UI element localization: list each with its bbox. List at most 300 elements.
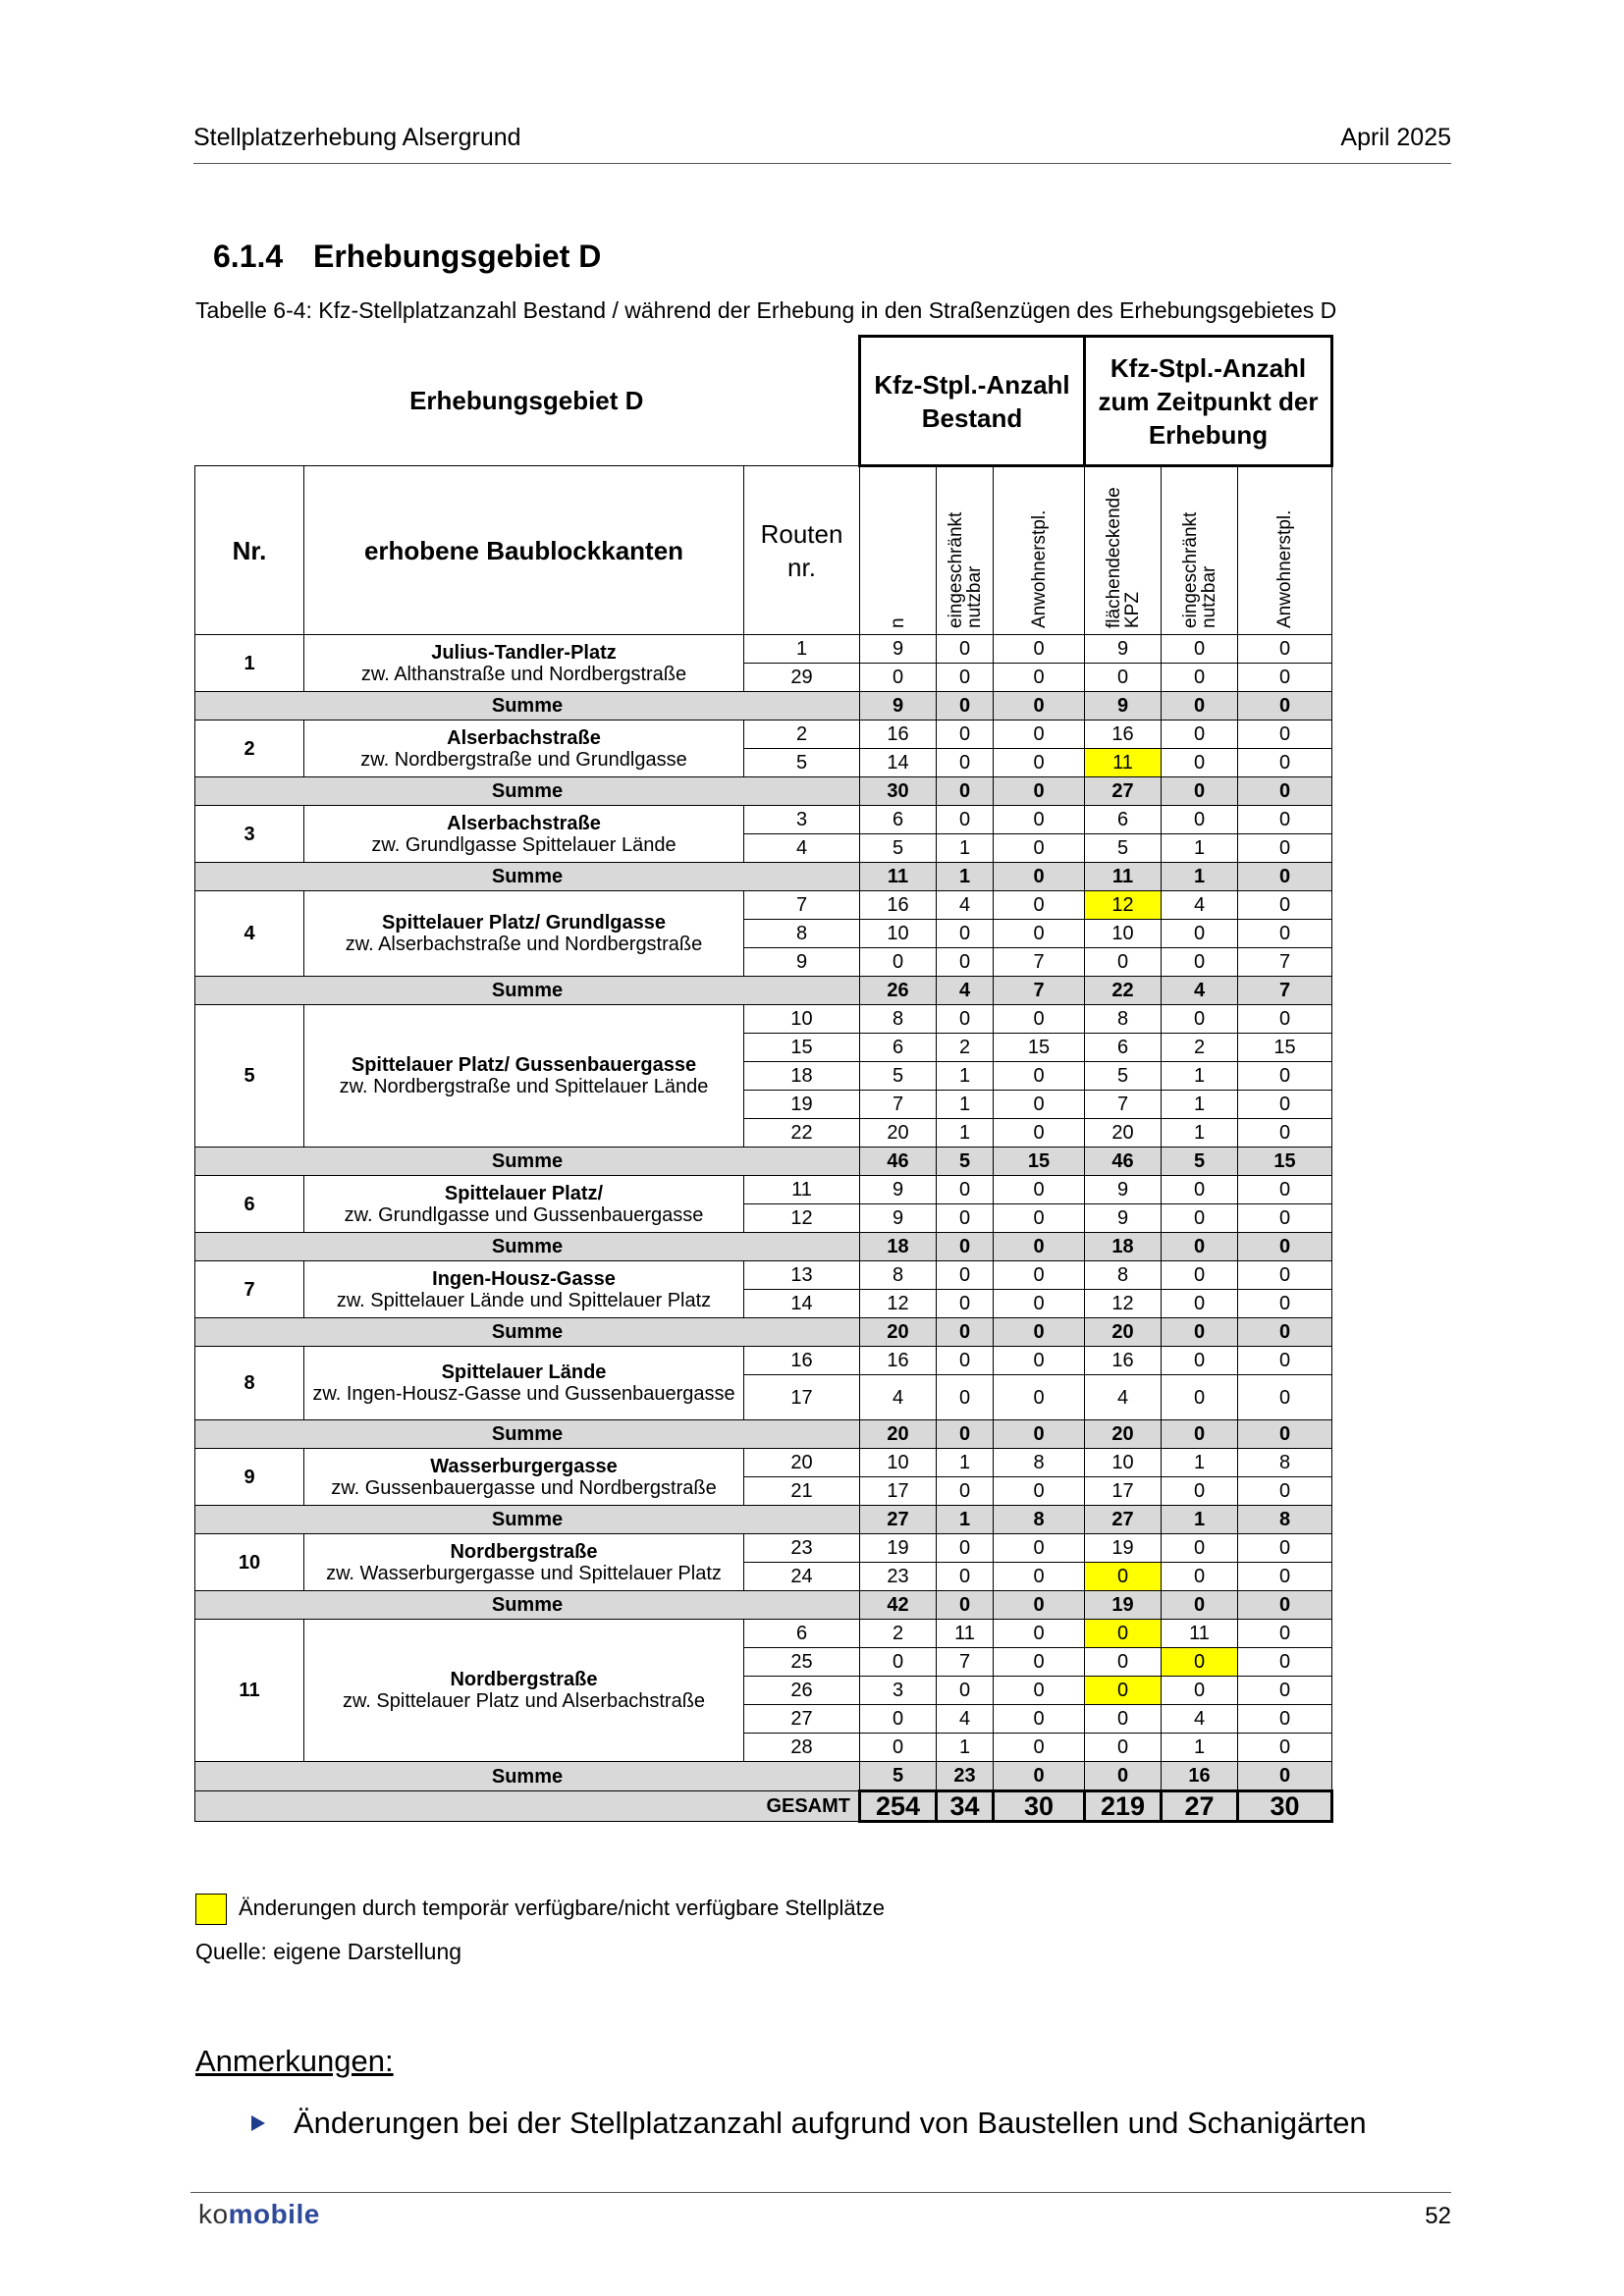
street-section: zw. Spittelauer Platz und Alserbachstraße (342, 1690, 706, 1712)
sum-row (195, 1591, 1332, 1620)
cell: 0 (994, 1563, 1085, 1591)
cell: 0 (994, 1290, 1085, 1318)
sum-label: Summe (195, 1420, 860, 1449)
cell: 1 (937, 1091, 994, 1119)
sum-cell: 1 (937, 863, 994, 891)
cell: 0 (1238, 1091, 1332, 1119)
cell: 0 (994, 834, 1085, 863)
sum-cell: 9 (860, 692, 937, 721)
sum-cell: 4 (937, 977, 994, 1005)
block-number: 1 (195, 635, 304, 692)
cell: 7 (860, 1091, 937, 1119)
cell: 0 (994, 1705, 1085, 1734)
cell: 0 (994, 1005, 1085, 1034)
sum-label: Summe (195, 1148, 860, 1176)
cell: 0 (1162, 806, 1238, 834)
cell: 0 (994, 1062, 1085, 1091)
sum-cell: 0 (1238, 863, 1332, 891)
sum-cell: 0 (1162, 777, 1238, 806)
sum-cell: 23 (937, 1762, 994, 1791)
street-section: zw. Althanstraße und Nordbergstraße (360, 663, 687, 685)
cell: 0 (860, 948, 937, 977)
cell: 0 (1162, 1648, 1238, 1677)
cell: 29 (744, 664, 860, 692)
sum-cell: 7 (994, 977, 1085, 1005)
sum-cell: 18 (1085, 1233, 1162, 1261)
cell: 0 (994, 1620, 1085, 1648)
cell: 0 (1085, 1705, 1162, 1734)
cell: 0 (1162, 1261, 1238, 1290)
cell: 1 (937, 1449, 994, 1477)
table-row (195, 1449, 1332, 1477)
cell: 18 (744, 1062, 860, 1091)
cell: 7 (1238, 948, 1332, 977)
street-name: Spittelauer Lände (441, 1362, 607, 1383)
cell: 0 (1238, 721, 1332, 749)
cell: 9 (1085, 635, 1162, 664)
cell: 0 (937, 1477, 994, 1506)
sum-cell: 0 (1238, 777, 1332, 806)
cell: 0 (937, 806, 994, 834)
cell: 7 (994, 948, 1085, 977)
cell: 0 (1085, 1620, 1162, 1648)
block-street (304, 721, 744, 777)
header-date: April 2025 (1340, 124, 1451, 151)
cell: 0 (860, 664, 937, 692)
sum-row (195, 1318, 1332, 1347)
cell: 8 (1085, 1005, 1162, 1034)
parking-table (194, 335, 1333, 1823)
sum-row (195, 1762, 1332, 1791)
col-header-nr: Nr. (195, 466, 304, 635)
cell: 0 (1238, 1375, 1332, 1420)
total-label: GESAMT (195, 1791, 860, 1822)
sum-cell: 26 (860, 977, 937, 1005)
sum-cell: 0 (1238, 1420, 1332, 1449)
total-cell: 254 (860, 1791, 937, 1822)
sum-label: Summe (195, 863, 860, 891)
cell: 1 (1162, 1734, 1238, 1762)
block-number: 5 (195, 1005, 304, 1148)
cell: 20 (860, 1119, 937, 1148)
street-name: Wasserburgergasse (430, 1455, 618, 1477)
cell: 4 (860, 1375, 937, 1420)
cell: 0 (994, 1648, 1085, 1677)
cell: 15 (744, 1034, 860, 1062)
sum-cell: 0 (1238, 1233, 1332, 1261)
block-street (304, 1534, 744, 1591)
street-name: Spittelauer Platz/ (444, 1182, 604, 1204)
sum-cell: 0 (937, 1420, 994, 1449)
cell: 0 (1162, 664, 1238, 692)
sum-cell: 0 (1162, 1420, 1238, 1449)
sum-cell: 20 (1085, 1420, 1162, 1449)
cell: 19 (744, 1091, 860, 1119)
cell: 0 (994, 1176, 1085, 1204)
street-name: Julius-Tandler-Platz (431, 641, 617, 664)
cell: 0 (1162, 635, 1238, 664)
block-number: 6 (195, 1176, 304, 1233)
col-header-routen: Routen nr. (744, 466, 860, 635)
cell: 16 (860, 891, 937, 920)
cell: 5 (860, 834, 937, 863)
cell: 0 (937, 920, 994, 948)
cell: 0 (937, 1005, 994, 1034)
cell: 0 (1238, 1176, 1332, 1204)
table-row (195, 891, 1332, 920)
cell: 26 (744, 1677, 860, 1705)
cell: 22 (744, 1119, 860, 1148)
cell: 0 (937, 1176, 994, 1204)
street-section: zw. Spittelauer Lände und Spittelauer Platz (336, 1289, 712, 1311)
cell: 16 (1085, 721, 1162, 749)
cell: 14 (744, 1290, 860, 1318)
sum-cell: 0 (994, 863, 1085, 891)
street-name: Spittelauer Platz/ Grundlgasse (382, 912, 666, 934)
sum-cell: 0 (937, 1318, 994, 1347)
block-street (304, 1005, 744, 1148)
block-street (304, 1176, 744, 1233)
cell: 0 (1085, 1648, 1162, 1677)
section-number: 6.1.4 (213, 239, 284, 274)
col-header-bestand-total: n (888, 616, 908, 628)
sum-cell: 11 (1085, 863, 1162, 891)
sum-cell: 27 (1085, 1506, 1162, 1534)
col-header-bestand-anwohner: Anwohnerstpl. (1028, 509, 1050, 628)
sum-cell: 15 (1238, 1148, 1332, 1176)
cell: 16 (744, 1347, 860, 1375)
sum-cell: 7 (1238, 977, 1332, 1005)
col-header-bestand-eingeschraenkt: eingeschränkt nutzbar (945, 511, 985, 628)
sum-row (195, 863, 1332, 891)
sum-cell: 22 (1085, 977, 1162, 1005)
cell: 16 (860, 1347, 937, 1375)
cell: 1 (1162, 1062, 1238, 1091)
sum-cell: 0 (1238, 1762, 1332, 1791)
col-header-erhebung-anwohner: Anwohnerstpl. (1274, 509, 1295, 628)
block-street (304, 1449, 744, 1506)
street-name: Spittelauer Platz/ Gussenbauergasse (351, 1054, 697, 1076)
cell: 0 (1162, 920, 1238, 948)
total-cell: 30 (994, 1791, 1085, 1822)
cell: 0 (1238, 1290, 1332, 1318)
sum-cell: 0 (994, 1591, 1085, 1620)
cell: 25 (744, 1648, 860, 1677)
cell: 0 (994, 1347, 1085, 1375)
sum-label: Summe (195, 1591, 860, 1620)
sum-label: Summe (195, 1318, 860, 1347)
street-name: Nordbergstraße (450, 1669, 598, 1690)
sum-cell: 19 (1085, 1591, 1162, 1620)
sum-row (195, 1506, 1332, 1534)
sum-cell: 18 (860, 1233, 937, 1261)
cell: 1 (1162, 1091, 1238, 1119)
sum-cell: 27 (860, 1506, 937, 1534)
cell: 5 (1085, 1062, 1162, 1091)
cell: 0 (1162, 1563, 1238, 1591)
block-street (304, 891, 744, 977)
cell: 8 (860, 1005, 937, 1034)
block-number: 4 (195, 891, 304, 977)
cell: 0 (1085, 1734, 1162, 1762)
cell: 1 (937, 1119, 994, 1148)
cell: 15 (994, 1034, 1085, 1062)
cell: 0 (1238, 1261, 1332, 1290)
cell: 8 (860, 1261, 937, 1290)
sum-cell: 46 (860, 1148, 937, 1176)
cell: 0 (937, 635, 994, 664)
sum-cell: 20 (1085, 1318, 1162, 1347)
cell: 15 (1238, 1034, 1332, 1062)
cell: 5 (860, 1062, 937, 1091)
sum-cell: 1 (937, 1506, 994, 1534)
page-footer (190, 2192, 1451, 2252)
cell: 7 (744, 891, 860, 920)
legend-text: Änderungen durch temporär verfügbare/nicht verfügbare Stellplätze (239, 1895, 885, 1920)
cell: 0 (994, 721, 1085, 749)
cell: 0 (1162, 1204, 1238, 1233)
cell: 1 (744, 635, 860, 664)
cell: 10 (744, 1005, 860, 1034)
cell: 11 (1085, 749, 1162, 777)
cell: 24 (744, 1563, 860, 1591)
cell: 9 (1085, 1204, 1162, 1233)
sum-row (195, 692, 1332, 721)
sum-cell: 9 (1085, 692, 1162, 721)
cell: 0 (994, 749, 1085, 777)
cell: 0 (937, 721, 994, 749)
sum-cell: 0 (1162, 1591, 1238, 1620)
cell: 19 (860, 1534, 937, 1563)
cell: 28 (744, 1734, 860, 1762)
table-row (195, 1261, 1332, 1290)
street-name: Alserbachstraße (447, 726, 601, 749)
cell: 1 (937, 1734, 994, 1762)
cell: 0 (994, 1204, 1085, 1233)
street-section: zw. Ingen-Housz-Gasse und Gussenbauergasse (312, 1383, 735, 1405)
sum-cell: 30 (860, 777, 937, 806)
table-row (195, 806, 1332, 834)
cell: 9 (860, 1204, 937, 1233)
sum-cell: 20 (860, 1420, 937, 1449)
cell: 0 (1238, 1534, 1332, 1563)
sum-row (195, 777, 1332, 806)
cell: 0 (1238, 664, 1332, 692)
cell: 0 (860, 1734, 937, 1762)
cell: 0 (1162, 721, 1238, 749)
cell: 0 (1085, 1677, 1162, 1705)
sum-cell: 0 (1162, 1318, 1238, 1347)
sum-cell: 5 (937, 1148, 994, 1176)
cell: 4 (937, 891, 994, 920)
cell: 0 (1238, 1204, 1332, 1233)
cell: 7 (937, 1648, 994, 1677)
cell: 0 (1162, 1347, 1238, 1375)
legend-swatch (195, 1894, 227, 1925)
sum-cell: 46 (1085, 1148, 1162, 1176)
cell: 20 (744, 1449, 860, 1477)
cell: 9 (1085, 1176, 1162, 1204)
sum-cell: 0 (994, 1233, 1085, 1261)
section-title: Erhebungsgebiet D (313, 239, 602, 274)
sum-row (195, 1233, 1332, 1261)
sum-row (195, 1148, 1332, 1176)
cell: 4 (1162, 1705, 1238, 1734)
block-street (304, 1261, 744, 1318)
cell: 0 (994, 664, 1085, 692)
cell: 4 (1162, 891, 1238, 920)
cell: 6 (860, 1034, 937, 1062)
sum-cell: 1 (1162, 1506, 1238, 1534)
sum-cell: 15 (994, 1148, 1085, 1176)
cell: 0 (937, 749, 994, 777)
cell: 10 (860, 920, 937, 948)
sum-label: Summe (195, 1762, 860, 1791)
cell: 0 (860, 1705, 937, 1734)
sum-cell: 0 (1162, 692, 1238, 721)
sum-row (195, 977, 1332, 1005)
page-header (193, 124, 1451, 164)
sum-cell: 0 (994, 1318, 1085, 1347)
sum-row (195, 1420, 1332, 1449)
section-heading (213, 239, 601, 275)
cell: 14 (860, 749, 937, 777)
block-number: 11 (195, 1620, 304, 1762)
cell: 0 (860, 1648, 937, 1677)
block-street (304, 1347, 744, 1420)
cell: 0 (1238, 1705, 1332, 1734)
cell: 10 (1085, 920, 1162, 948)
cell: 0 (1238, 1119, 1332, 1148)
block-street (304, 806, 744, 863)
cell: 0 (994, 1477, 1085, 1506)
remark-text: Änderungen bei der Stellplatzanzahl aufgrund von Baustellen und Schanigärten (294, 2106, 1367, 2140)
cell: 10 (860, 1449, 937, 1477)
cell: 0 (994, 1375, 1085, 1420)
col-header-erhebung-eingeschraenkt: eingeschränkt nutzbar (1179, 511, 1219, 628)
sum-cell: 1 (1162, 863, 1238, 891)
cell: 3 (744, 806, 860, 834)
cell: 0 (1238, 1620, 1332, 1648)
sum-cell: 5 (1162, 1148, 1238, 1176)
cell: 0 (1238, 920, 1332, 948)
cell: 8 (744, 920, 860, 948)
cell: 0 (1238, 749, 1332, 777)
table-row (195, 721, 1332, 749)
cell: 12 (1085, 1290, 1162, 1318)
cell: 2 (860, 1620, 937, 1648)
street-section: zw. Wasserburgergasse und Spittelauer Platz (326, 1562, 722, 1584)
sum-cell: 0 (1238, 1318, 1332, 1347)
sum-cell: 0 (937, 777, 994, 806)
cell: 0 (1238, 806, 1332, 834)
street-section: zw. Alserbachstraße und Nordbergstraße (345, 934, 703, 955)
street-section: zw. Grundlgasse und Gussenbauergasse (344, 1203, 704, 1226)
cell: 0 (994, 635, 1085, 664)
cell: 17 (744, 1375, 860, 1420)
cell: 1 (937, 1062, 994, 1091)
total-cell: 34 (937, 1791, 994, 1822)
sum-cell: 8 (994, 1506, 1085, 1534)
cell: 27 (744, 1705, 860, 1734)
street-name: Alserbachstraße (447, 812, 601, 834)
sum-cell: 11 (860, 863, 937, 891)
block-number: 8 (195, 1347, 304, 1420)
sum-cell: 0 (937, 1233, 994, 1261)
sum-label: Summe (195, 692, 860, 721)
cell: 0 (994, 1534, 1085, 1563)
cell: 0 (937, 1347, 994, 1375)
sum-cell: 0 (937, 692, 994, 721)
cell: 0 (1085, 664, 1162, 692)
cell: 12 (860, 1290, 937, 1318)
table-row (195, 1534, 1332, 1563)
cell: 16 (860, 721, 937, 749)
cell: 0 (1238, 834, 1332, 863)
cell: 0 (937, 1204, 994, 1233)
cell: 11 (744, 1176, 860, 1204)
col-header-erhebung-kpz: flächendeckende KPZ (1103, 486, 1143, 628)
sum-cell: 0 (994, 1762, 1085, 1791)
sum-cell: 0 (937, 1591, 994, 1620)
cell: 10 (1085, 1449, 1162, 1477)
cell: 0 (937, 664, 994, 692)
cell: 0 (937, 1375, 994, 1420)
cell: 11 (1162, 1620, 1238, 1648)
cell: 0 (937, 1290, 994, 1318)
cell: 9 (860, 635, 937, 664)
cell: 0 (1162, 1005, 1238, 1034)
cell: 0 (1238, 1477, 1332, 1506)
remarks-title: Anmerkungen: (195, 2044, 394, 2078)
cell: 5 (744, 749, 860, 777)
cell: 19 (1085, 1534, 1162, 1563)
cell: 6 (744, 1620, 860, 1648)
cell: 12 (1085, 891, 1162, 920)
cell: 0 (994, 891, 1085, 920)
cell: 2 (744, 721, 860, 749)
cell: 6 (1085, 806, 1162, 834)
cell: 8 (994, 1449, 1085, 1477)
sum-label: Summe (195, 977, 860, 1005)
cell: 4 (744, 834, 860, 863)
cell: 4 (1085, 1375, 1162, 1420)
block-street (304, 635, 744, 692)
legend (195, 1894, 885, 1925)
cell: 2 (937, 1034, 994, 1062)
sum-cell: 5 (860, 1762, 937, 1791)
block-street (304, 1620, 744, 1762)
cell: 9 (744, 948, 860, 977)
cell: 0 (994, 920, 1085, 948)
cell: 0 (937, 1677, 994, 1705)
cell: 0 (937, 1563, 994, 1591)
header-title: Stellplatzerhebung Alsergrund (193, 124, 521, 151)
table-caption: Tabelle 6-4: Kfz-Stellplatzanzahl Bestand / während der Erhebung in den Straßenzügen des Erhebungsgebietes D (195, 297, 1337, 323)
cell: 0 (1238, 635, 1332, 664)
sum-cell: 4 (1162, 977, 1238, 1005)
sum-cell: 0 (994, 692, 1085, 721)
cell: 7 (1085, 1091, 1162, 1119)
cell: 9 (860, 1176, 937, 1204)
cell: 0 (1238, 1563, 1332, 1591)
cell: 11 (937, 1620, 994, 1648)
table-row (195, 635, 1332, 664)
table-row (195, 1347, 1332, 1375)
sum-cell: 42 (860, 1591, 937, 1620)
cell: 0 (1162, 1375, 1238, 1420)
table-row (195, 1620, 1332, 1648)
